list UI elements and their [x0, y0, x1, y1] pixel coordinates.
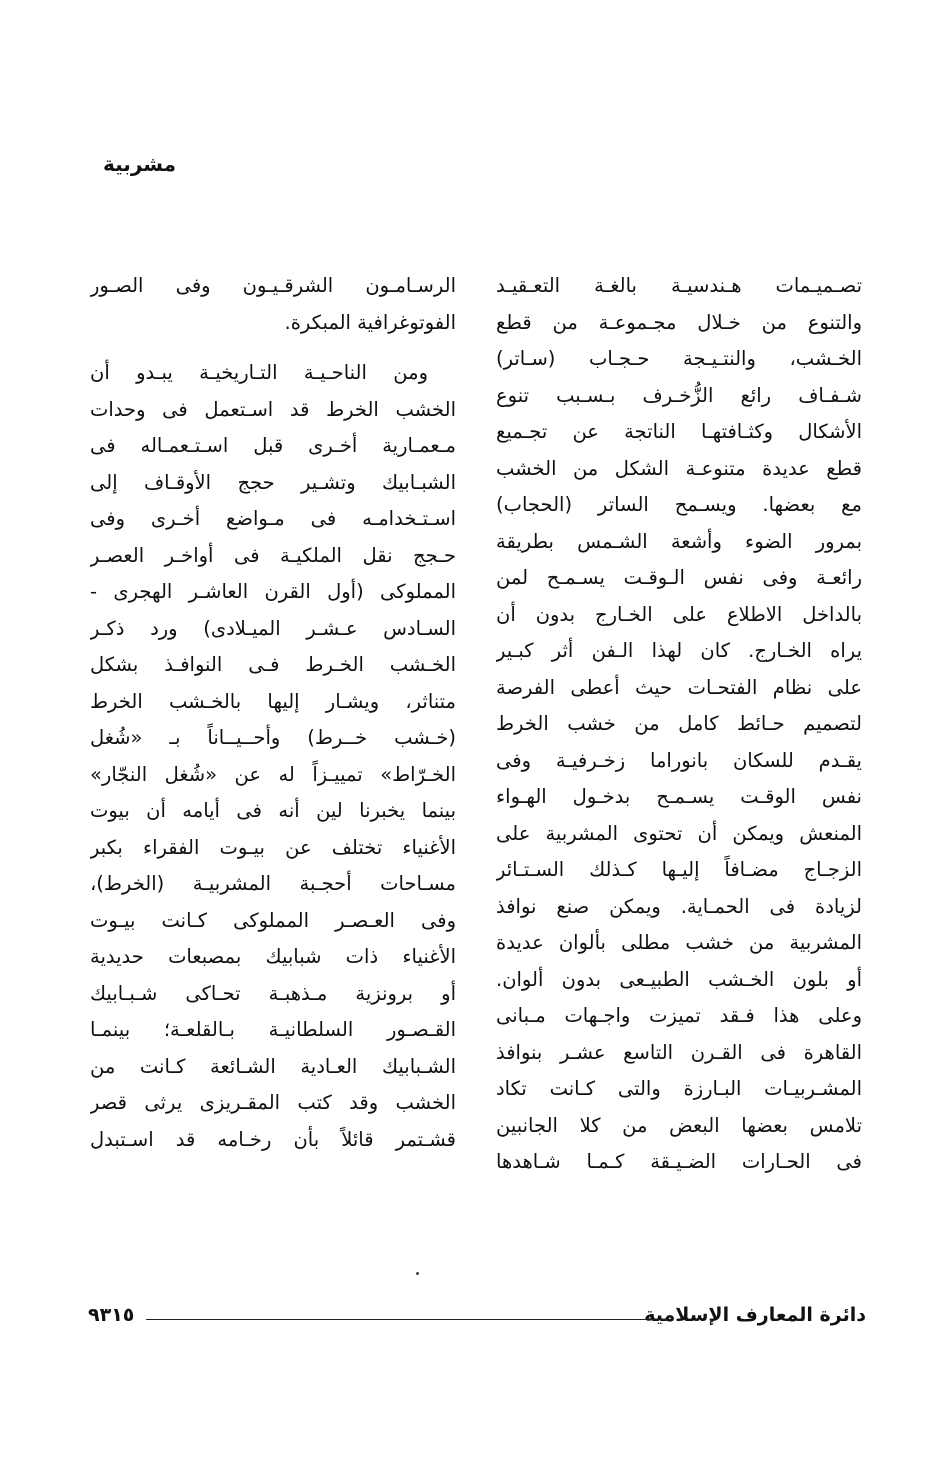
text-line: أو بلون الخـشب الطبيـعى بدون ألوان.: [496, 967, 862, 991]
right-column: [496, 268, 862, 1181]
text-line: بمرور الضوء وأشعة الشـمس بطريقة: [496, 529, 862, 553]
text-line: السـادس عـشـر الميـلادى) ورد ذكـر: [90, 616, 456, 640]
text-line: بالداخل الاطلاع على الخـارج بدون أن: [496, 602, 862, 626]
running-title: مشربية: [103, 152, 176, 176]
text-line: قطع عديدة متنوعـة الشكل من الخشب: [496, 456, 862, 480]
left-column: [90, 268, 456, 1158]
text-line: لتصميم حـائط كامل من خشب الخرط: [496, 712, 862, 735]
text-line: القـصـور السلطانيـة بـالقلعـة؛ بينمـا: [90, 1018, 456, 1041]
ink-speck: [416, 1272, 419, 1275]
text-line: حـجج نقل الملكيـة فى أواخـر العصـر: [90, 543, 456, 567]
text-line: الخشب الخرط قد اسـتعمل فى وحدات: [90, 397, 456, 421]
text-line: (خـشب خــرط) وأحــيــاناً بـ «شُغل: [90, 726, 456, 749]
text-line: مسـاحات أحجـبة المشربيـة (الخرط)،: [90, 872, 456, 895]
text-line: الخـرّاط» تمييـزاً له عن «شُغل النجّار»: [90, 762, 456, 786]
text-line: رائعـة وفى نفس الـوقـت يسـمـح لمن: [496, 566, 862, 589]
text-line: لزيادة فى الحمـاية. ويمكن صنع نوافذ: [496, 894, 862, 918]
text-line: فى الحـارات الضـيـقة كـمـا شـاهدها: [496, 1150, 862, 1173]
text-line: بينما يخبرنا لين أنه فى أيامه أن بيوت: [90, 799, 456, 822]
text-line: وعلى هذا فـقد تميزت واجـهات مـبانى: [496, 1004, 862, 1027]
text-line: تلامس بعضها البعض من كلا الجانبين: [496, 1113, 862, 1137]
text-line: متناثر، ويشـار إليها بالخـشب الخرط: [90, 689, 456, 713]
text-line: نفس الوقـت يسـمـح بدخـول الهـواء: [496, 785, 862, 808]
text-line: المملوكى (أول القرن العاشـر الهجرى -: [90, 580, 456, 603]
text-line: الفوتوغرافية المبكرة.: [284, 310, 456, 334]
text-line: شـفـاف رائع الزُّخـرف بـسـبب تنوع: [496, 383, 862, 407]
text-line: تصـميـمات هـندسيـة بالغـة التعـقيـد: [496, 274, 862, 297]
paragraph-break: [90, 341, 456, 355]
text-line: الخشب وقد كتب المقـريزى يرثى قصر: [90, 1091, 456, 1114]
text-line: الشبـابيك وتشـير حجج الأوقـاف إلى: [90, 470, 456, 494]
text-line: الزجـاج مضـافاً إليـها كـذلك السـتـائر: [496, 858, 862, 881]
text-line: يراه الخـارج. كان لهذا الـفن أثر كبـير: [496, 639, 862, 662]
page-number: ٩٣١٥: [88, 1304, 135, 1326]
text-line: والتنوع من خـلال مجـموعـة من قطع: [496, 310, 862, 334]
text-line: ومن الناحـيـة التـاريخيـة يبـدو أن: [90, 361, 428, 384]
text-line: الخـشب الخـرط فـى النوافـذ بشكل: [90, 653, 456, 676]
text-line: المشـربيـات البـارزة والتى كـانت تكاد: [496, 1077, 862, 1100]
text-line: الشـبابيك العـادية الشـائعة كـانت من: [90, 1054, 456, 1078]
text-line: أو برونزية مـذهبـة تحـاكى شـبـابيك: [90, 981, 456, 1005]
text-line: على نظام الفتحـات حيث أعطى الفرصة: [496, 675, 862, 699]
text-line: مع بعضها. ويسـمح الساتر (الحجاب): [496, 493, 862, 516]
text-line: المنعش ويمكن أن تحتوى المشربية على: [496, 821, 862, 845]
journal-title: دائرة المعارف الإسلامية: [644, 1304, 866, 1326]
text-line: الأشكال وكثـافتهـا الناتجة عن تجـميع: [496, 420, 862, 443]
footer-rule: [146, 1319, 668, 1320]
text-line: القاهرة فى القـرن التاسع عشـر بنوافذ: [496, 1040, 862, 1064]
page-footer: [88, 1300, 866, 1334]
text-line: الأغنياء ذات شبابيك بمصبعات حديدية: [90, 945, 456, 968]
text-line: الأغنياء تختلف عن بيـوت الفقراء بكبر: [90, 835, 456, 859]
text-line: المشربية من خشب مطلى بألوان عديدة: [496, 931, 862, 954]
text-line: الخـشب، والنتـيـجة حـجـاب (سـاتر): [496, 347, 862, 370]
text-line: الرسـامـون الشرقـيـون وفى الصـور: [90, 274, 456, 297]
text-line: يقـدم للسكان بانوراما زخـرفيـة وفى: [496, 748, 862, 772]
text-line: قشـتمر قائلاً بأن رخـامه قد اسـتبدل: [90, 1127, 456, 1151]
text-line: اسـتـخدامـه فى مـواضع أخـرى وفى: [90, 507, 456, 530]
text-line: وفى العـصـر المملوكى كـانت بيـوت: [90, 908, 456, 932]
text-line: مـعمـارية أخـرى قبل اسـتـعمـاله فى: [90, 434, 456, 457]
